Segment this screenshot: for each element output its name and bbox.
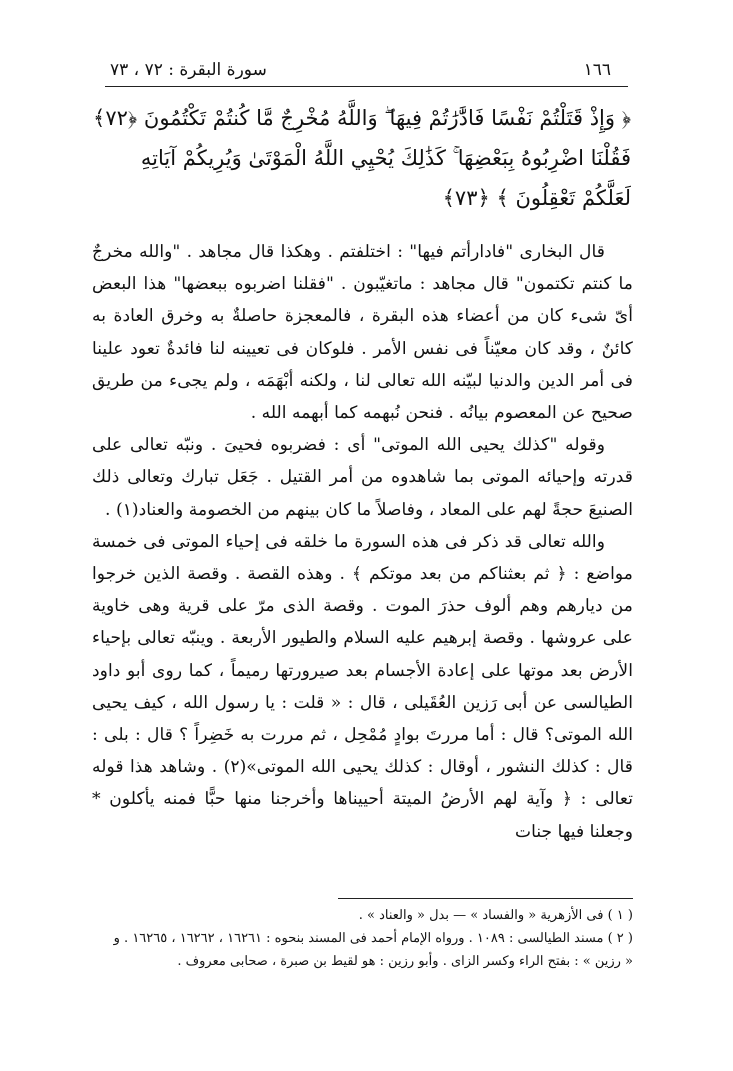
- footnote-2: ( ٢ ) مسند الطيالسى : ١٠٨٩ . ورواه الإمام أحمد فى المسند بنحوه : ١٦٢٦١ ، ١٦٢٦٢ ، ١٦٢٦٥ . و « رزين » : بفتح الراء وكسر الزاى . وأبو رزين : هو لقيط بن صبرة ، صحابى معروف .: [113, 931, 633, 969]
- footnotes: [104, 904, 633, 973]
- paragraph-bukhari: قال البخارى "فادارأتم فيها" : اختلفتم . وهكذا قال مجاهد . "والله مخرجٌ ما كنتم تكتمون" قال مجاهد : ماتغيّبون . "فقلنا اضربوه ببعضها" هذا البعض أىّ شىء كان من أعضاء هذه البقرة ، فالمعجزة حاصلةٌ به وخرق العادة به كائنٌ ، وقد كان معيّناً فى نفس الأمر . فلوكان فى تعيينه لنا فائدةٌ تعود علينا فى أمر الدين والدنيا لبيّنه الله تعالى لنا ، ولكنه أبْهَمَه ، ولم يجىء من طريق صحيح عن المعصوم بيانُه . فنحن نُبهمه كما أبهمه الله .: [92, 242, 633, 424]
- paragraph-kadhalika: وقوله "كذلك يحيى الله الموتى" أى : فضربوه فحيىَ . ونبّه تعالى على قدرته وإحيائه الموتى بما شاهدوه من أمر القتيل . جَعَل تبارك وتعالى ذلك الصنيعَ حجةً لهم على المعاد ، وفاصلاً ما كان بينهم من الخصومة والعناد(١) .: [92, 435, 633, 520]
- chapter-title: سورة البقرة : ٧٢ ، ٧٣: [110, 60, 267, 80]
- paragraph-five-places: والله تعالى قد ذكر فى هذه السورة ما خلقه فى إحياء الموتى فى خمسة مواضع : ﴿ ثم بعثناكم من بعد موتكم ﴾ . وهذه القصة . وقصة الذين خرجوا من ديارهم وهم ألوف حذرَ الموت . وقصة الذى مرّ على قرية وهى خاوية على عروشها . وقصة إبرهيم عليه السلام والطيور الأربعة . وينبّه تعالى بإحياء الأرض بعد موتها على إعادة الأجسام بعد صيرورتها رميماً ، كما روى أبو داود الطيالسى عن أبى رَزين العُقَيلى ، قال : « قلت : يا رسول الله ، كيف يحيى الله الموتى؟ قال : أما مررتَ بوادٍ مُمْحِل ، ثم مررت به خَضِراً ؟ قال : بلى : قال : كذلك النشور ، أوقال : كذلك يحيى الله الموتى»(٢) . وشاهد هذا قوله تعالى : ﴿ وآية لهم الأرضُ الميتة أحييناها وأخرجنا منها حبًّا فمنه يأكلون * وجعلنا فيها جنات: [92, 531, 633, 842]
- verse-line-3: لَعَلَّكُمْ تَعْقِلُونَ ﴾ ﴿٧٣﴾: [442, 186, 631, 210]
- page-number: ١٦٦: [583, 60, 611, 80]
- quran-verse: [92, 98, 631, 218]
- verse-line-2: فَقُلْنَا اضْرِبُوهُ بِبَعْضِهَا ۚ كَذَٰلِكَ يُحْيِي اللَّهُ الْمَوْتَىٰ وَيُرِيكُمْ آيَاتِهِ: [140, 146, 631, 170]
- footnote-1: ( ١ ) فى الأزهرية « والفساد » — بدل « والعناد » .: [358, 908, 633, 923]
- verse-line-1: ﴿ وَإِذْ قَتَلْتُمْ نَفْسًا فَادَّٰرَٰتُمْ فِيهَا ۖ وَاللَّهُ مُخْرِجٌ مَّا كُنتُمْ تَكْتُمُونَ ﴿٧٢﴾: [93, 106, 631, 130]
- header-rule: [105, 86, 628, 87]
- footnote-separator: [338, 898, 633, 899]
- commentary-text: [92, 236, 633, 848]
- running-header: [110, 58, 611, 82]
